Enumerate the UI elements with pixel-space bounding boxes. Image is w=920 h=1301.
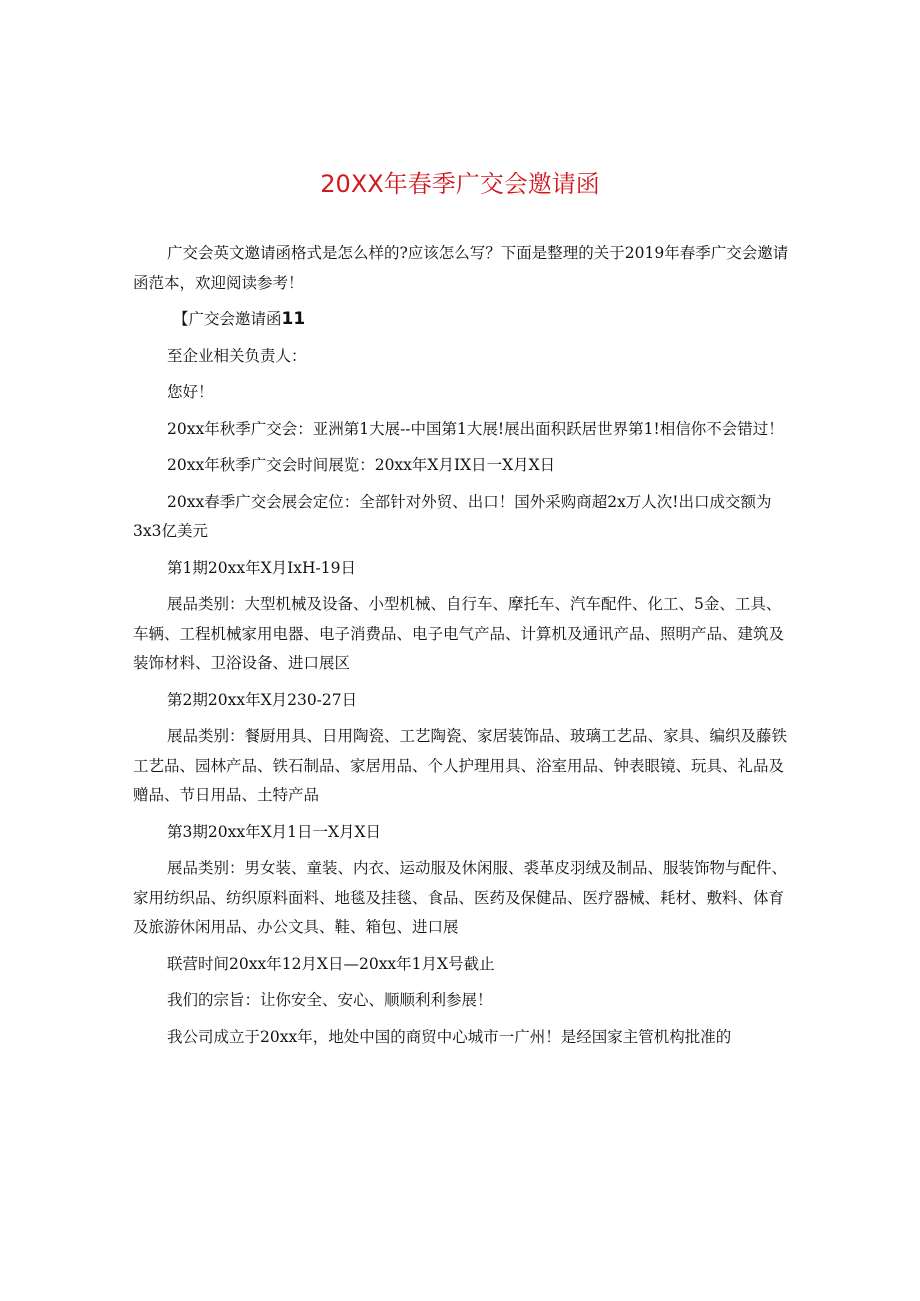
phase-3-categories: 展品类别：男女装、童装、内衣、运动服及休闲服、裘革皮羽绒及制品、服装饰物与配件、家用纺织品、纺织原料面料、地毯及挂毯、食品、医药及保健品、医疗器械、耗材、敷料、体育及旅游休闲用品、办公文具、鞋、箱包、进口展 <box>133 859 788 936</box>
phase-2-categories: 展品类别：餐厨用具、日用陶瓷、工艺陶瓷、家居装饰品、玻璃工艺品、家具、编织及藤铁工艺品、园林产品、铁石制品、家居用品、个人护理用具、浴室用品、钟表眼镜、玩具、礼品及赠品、节日用品、土特产品 <box>133 727 788 804</box>
paragraph-fair-dates: 20xx年秋季广交会时间展览：20xx年X月IX日一X月X日 <box>167 456 556 474</box>
intro-paragraph: 广交会英文邀请函格式是怎么样的?应该怎么写？下面是整理的关于2019年春季广交会邀请函范本，欢迎阅读参考！ <box>133 244 789 292</box>
company-intro: 我公司成立于20xx年，地处中国的商贸中心城市一广州！是经国家主管机构批准的 <box>167 1027 732 1046</box>
joint-period: 联营时间20xx年12月X日—20xx年1月X号截止 <box>167 954 495 973</box>
paragraph-fair-positioning: 20xx春季广交会展会定位：全部针对外贸、出口！国外采购商超2x万人次!出口成交额为3x3亿美元 <box>133 492 772 540</box>
greeting: 您好！ <box>167 383 214 401</box>
phase-1-dates: 第1期20xx年X月IxH-19日 <box>167 558 356 577</box>
phase-3-dates: 第3期20xx年X月1日一X月X日 <box>167 822 382 841</box>
section-heading <box>133 305 793 335</box>
company-motto: 我们的宗旨：让你安全、安心、顺顺利利参展！ <box>167 991 493 1009</box>
phase-2-dates: 第2期20xx年X月230-27日 <box>167 690 358 709</box>
document-title: 20XX年春季广交会邀请函 <box>320 170 600 198</box>
document-body <box>133 239 793 1059</box>
salutation-recipient: 至企业相关负责人： <box>167 346 307 365</box>
section-heading-number: 11 <box>281 309 306 329</box>
paragraph-fair-intro: 20xx年秋季广交会：亚洲第1大展--中国第1大展!展出面积跃居世界第1!相信你不会错过！ <box>167 419 784 438</box>
section-heading-text: 【广交会邀请函 <box>173 310 282 328</box>
phase-1-categories: 展品类别：大型机械及设备、小型机械、自行车、摩托车、汽车配件、化工、5金、工具、车辆、工程机械家用电器、电子消费品、电子电气产品、计算机及通讯产品、照明产品、建筑及装饰材料、卫浴设备、进口展区 <box>133 595 785 672</box>
